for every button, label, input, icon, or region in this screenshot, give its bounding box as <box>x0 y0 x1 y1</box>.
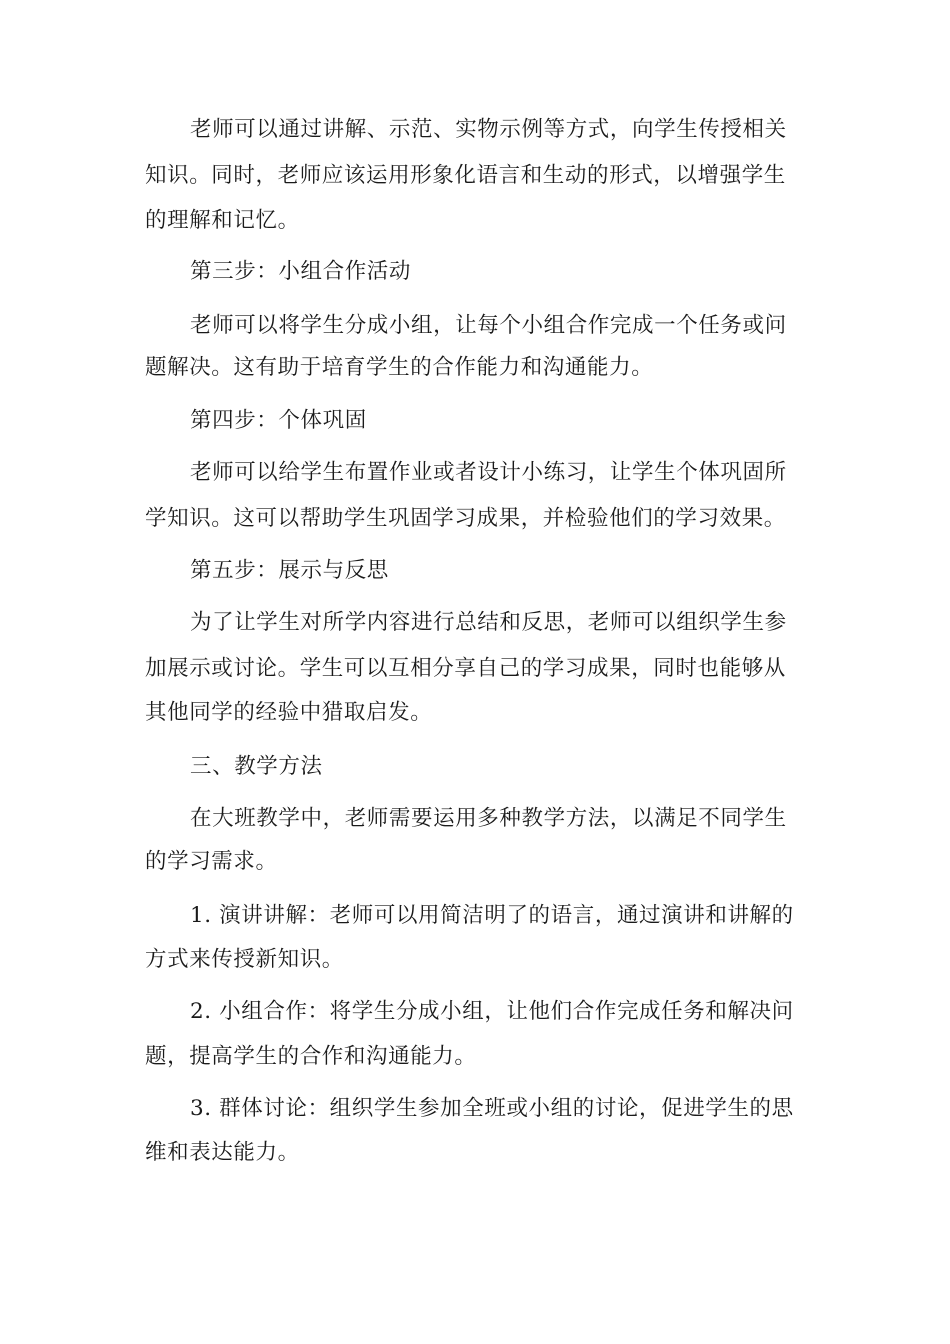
list-item-line: 2. 小组合作：将学生分成小组，让他们合作完成任务和解决问 <box>190 999 794 1024</box>
paragraph-line: 为了让学生对所学内容进行总结和反思，老师可以组织学生参 <box>190 610 787 635</box>
list-item-line: 方式来传授新知识。 <box>145 947 344 972</box>
list-item-line: 1. 演讲讲解：老师可以用简洁明了的语言，通过演讲和讲解的 <box>190 903 794 928</box>
section-heading: 第四步：个体巩固 <box>190 408 367 433</box>
section-heading: 第三步：小组合作活动 <box>190 259 412 284</box>
paragraph-line: 加展示或讨论。学生可以互相分享自己的学习成果，同时也能够从 <box>145 656 786 681</box>
section-heading: 第五步：展示与反思 <box>190 558 389 583</box>
paragraph-line: 老师可以给学生布置作业或者设计小练习，让学生个体巩固所 <box>190 460 787 485</box>
list-item-line: 3. 群体讨论：组织学生参加全班或小组的讨论，促进学生的思 <box>190 1096 794 1121</box>
section-heading: 三、教学方法 <box>190 754 323 779</box>
list-item-line: 题，提高学生的合作和沟通能力。 <box>145 1044 477 1069</box>
paragraph-line: 知识。同时，老师应该运用形象化语言和生动的形式，以增强学生 <box>145 163 786 188</box>
paragraph-line: 题解决。这有助于培育学生的合作能力和沟通能力。 <box>145 355 654 380</box>
paragraph-line: 其他同学的经验中猎取启发。 <box>145 700 433 725</box>
paragraph-line: 老师可以通过讲解、示范、实物示例等方式，向学生传授相关 <box>190 117 787 142</box>
paragraph-line: 在大班教学中，老师需要运用多种教学方法，以满足不同学生 <box>190 806 787 831</box>
list-item-line: 维和表达能力。 <box>145 1140 300 1165</box>
paragraph-line: 学知识。这可以帮助学生巩固学习成果，并检验他们的学习效果。 <box>145 506 786 531</box>
paragraph-line: 的学习需求。 <box>145 849 278 874</box>
paragraph-line: 的理解和记忆。 <box>145 208 300 233</box>
paragraph-line: 老师可以将学生分成小组，让每个小组合作完成一个任务或问 <box>190 313 787 338</box>
